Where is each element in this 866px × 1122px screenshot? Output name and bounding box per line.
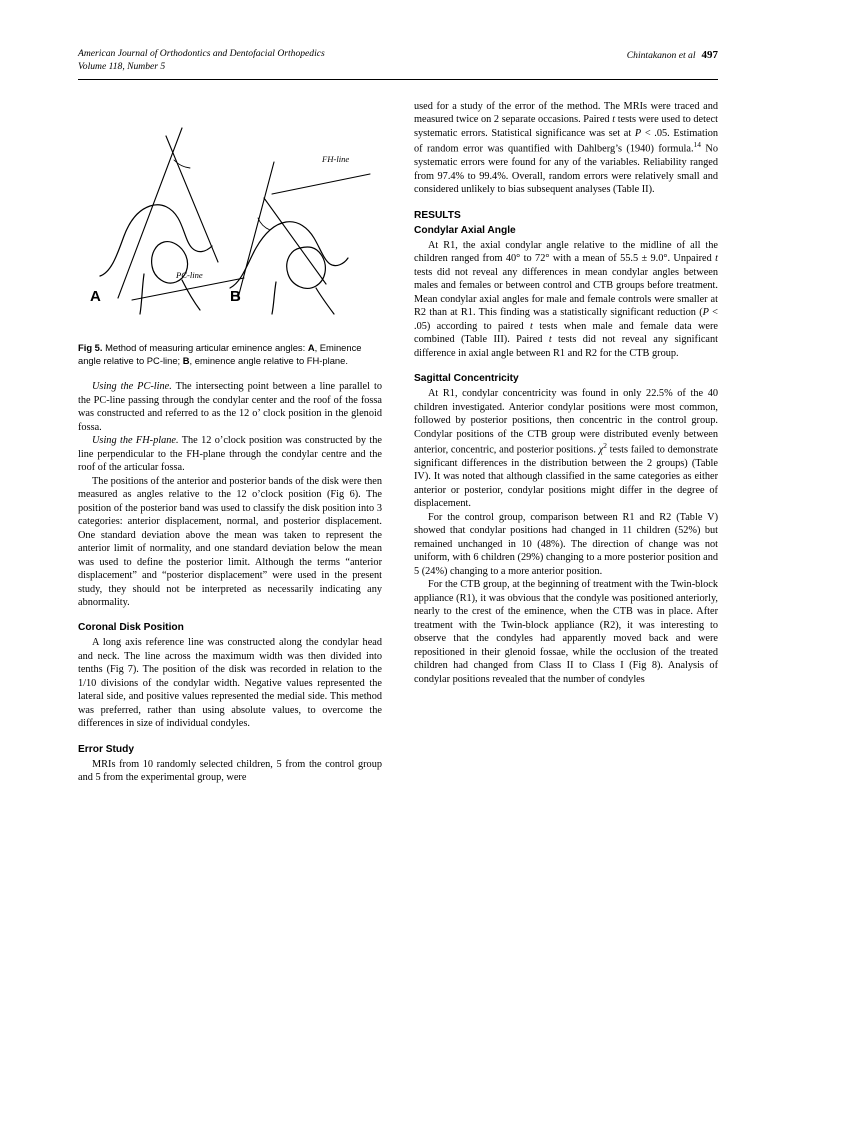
- pc-line-lead: Using the PC-line.: [92, 381, 172, 393]
- fh-plane-lead: Using the FH-plane.: [92, 435, 179, 447]
- error-superscript-ref: 14: [693, 140, 701, 150]
- paragraph-ctb-group: For the CTB group, at the beginning of treatment with the Twin-block appliance (R1), it was obvious that the condyle was positioned anteriorly, nearly to the crest of the eminence, when the CTB was in place. After treatment with the Twin-block appliance (R2), it was interesting to observe that the condyles had apparently moved back and were repositioned in their glenoid fossae, while the occlusion of the treated children had changed from Class II to Class I (Fig 8). Analysis of condylar positions revealed that the number of condyles: [414, 579, 718, 685]
- journal-title: American Journal of Orthodontics and Dentofacial Orthopedics: [78, 48, 325, 59]
- figure-caption-a-text: , Eminence angle relative to PC-line;: [78, 341, 362, 366]
- sag-2: tests failed to demonstrate significant differences in the distribution between the 2 groups) (Table IV). It was noted that although classified in the same categories as either anterior or posterior, condylar positions might differ in the degree of displacement.: [414, 444, 718, 510]
- volume-issue: Volume 118, Number 5: [78, 60, 166, 72]
- axial-italic-t2: t: [530, 320, 533, 332]
- error-cont-3: < .05. Estimation of random error was quantified with Dahlberg’s (1940) formula.: [414, 127, 719, 155]
- heading-error-study: Error Study: [78, 743, 135, 755]
- pc-line-label: PC-line: [176, 269, 203, 280]
- figure-caption-text: Method of measuring articular eminence angles:: [102, 341, 308, 353]
- axial-2: tests did not reveal any differences in mean condylar angles between males and females or between control and CTB groups before treatment. Mean condylar axial angles for male and female controls were smaller at R2 than at R1. This finding was a statistically significant reduction (: [414, 266, 718, 319]
- heading-condylar-axial-angle: Condylar Axial Angle: [414, 224, 516, 236]
- running-head-right: [627, 48, 718, 63]
- figure-5: [78, 102, 382, 367]
- axial-5: tests did not reveal any significant difference in axial angle between R1 and R2 for the CTB group.: [414, 334, 718, 359]
- axial-italic-t1: t: [715, 253, 718, 265]
- figure-panel-b-label: B: [230, 287, 241, 305]
- chi-symbol: χ: [598, 444, 604, 456]
- paragraph-control-group: For the control group, comparison between R1 and R2 (Table V) showed that condylar positions had changed in 11 children (52%) but remained unchanged in 10 (48%). The direction of change was not uniform, with 6 children (29%) changing to a more posterior position and 5 (24%) changing to a more anterior position.: [414, 511, 718, 577]
- paragraph-fh-plane: [78, 434, 382, 474]
- figure-caption-b: B: [182, 354, 190, 366]
- axial-italic-p: P: [702, 307, 709, 319]
- chi-superscript: 2: [603, 440, 607, 450]
- error-cont-1: used for a study of the error of the method. The MRIs were traced and measured twice on 2 separate occasions. Paired: [414, 100, 718, 126]
- header-divider: [78, 79, 718, 80]
- sag-1: At R1, condylar concentricity was found in only 22.5% of the 40 children investigated. Anterior condylar positions were most common, followed by posterior positions, then concentric in the control group. Condylar positions of the CTB group were distributed evenly between anterior, concentric, and posterior positions.: [414, 388, 718, 456]
- fh-line-label: FH-line: [322, 153, 350, 164]
- axial-1: At R1, the axial condylar angle relative to the midline of all the children ranged from 40° to 72° with a mean of 55.5 ± 9.0°. Unpaired: [414, 239, 718, 265]
- paragraph-error-study: MRIs from 10 randomly selected children, 5 from the control group and 5 from the experimental group, were: [78, 758, 382, 784]
- page-number: 497: [701, 49, 718, 61]
- axial-3: < .05) according to paired: [414, 307, 718, 332]
- error-italic-p: P: [634, 127, 642, 139]
- error-italic-t1: t: [612, 114, 616, 126]
- heading-sagittal-concentricity: Sagittal Concentricity: [414, 373, 519, 385]
- paragraph-axial-angle: [414, 239, 718, 360]
- paragraph-error-continued: [414, 100, 718, 197]
- paragraph-sagittal: [414, 387, 718, 511]
- error-cont-2: tests were used to detect systematic errors. Statistical significance was set at: [414, 114, 718, 139]
- running-head-left: [78, 48, 325, 74]
- left-column: [78, 100, 382, 785]
- pc-line-body: The intersecting point between a line parallel to the PC-line passing through the condylar center and the roof of the fossa was constructed and referred to as the 12 o’ clock position in the glenoid fossa.: [78, 381, 382, 433]
- error-cont-4: No systematic errors were found for any of the variables. Reliability ranged from 97.4% to 99.4%. Overall, random errors were relatively small and considered unlikely to bias subsequent analyses (Table II).: [414, 143, 718, 196]
- fh-plane-body: The 12 o’clock position was constructed by the line perpendicular to the FH-plane through the condylar centre and the roof of the articular fossa.: [78, 435, 383, 474]
- axial-4: tests when male and female data were combined (Table III). Paired: [414, 320, 718, 346]
- paragraph-positions: The positions of the anterior and posterior bands of the disk were then measured as angles relative to the 12 o’clock position (Fig 6). The position of the posterior band was used to classify the disk position into 3 categories: anterior displacement, normal, and posterior displacement. One standard deviation above the mean was taken to represent the anterior limit of normality, and one standard deviation below the mean was used to define the posterior limit. Although the terms “anterior displacement” and “posterior displacement” were used in the present study, they should not be interpreted as necessarily indicating any abnormality.: [78, 475, 382, 608]
- figure-5-image: [78, 102, 382, 334]
- authors-line: Chintakanon et al: [626, 50, 696, 61]
- paragraph-coronal: A long axis reference line was constructed along the condylar head and neck. The line across the maximum width was then divided into tenths (Fig 7). The position of the disk was recorded in relation to the 1/10 divisions of the condylar width. Negative values represented the lateral side, and positive values represented the medial side. This method was preferred, rather than using absolute values, to overcome the differences in size of individual condyles.: [78, 637, 382, 730]
- running-head: [78, 48, 718, 74]
- heading-results: RESULTS: [414, 209, 461, 221]
- right-column: [414, 100, 718, 785]
- two-column-body: [78, 100, 718, 785]
- axial-italic-t3: t: [548, 334, 552, 346]
- figure-caption-b-text: , eminence angle relative to FH-plane.: [189, 354, 348, 366]
- figure-caption-prefix: Fig 5.: [78, 341, 103, 353]
- heading-coronal-disk-position: Coronal Disk Position: [78, 622, 184, 634]
- figure-caption-a: A: [307, 341, 315, 353]
- figure-5-caption: [78, 342, 382, 367]
- paragraph-pc-line: [78, 380, 382, 434]
- page-content: [78, 48, 718, 785]
- figure-panel-a-label: A: [90, 287, 101, 305]
